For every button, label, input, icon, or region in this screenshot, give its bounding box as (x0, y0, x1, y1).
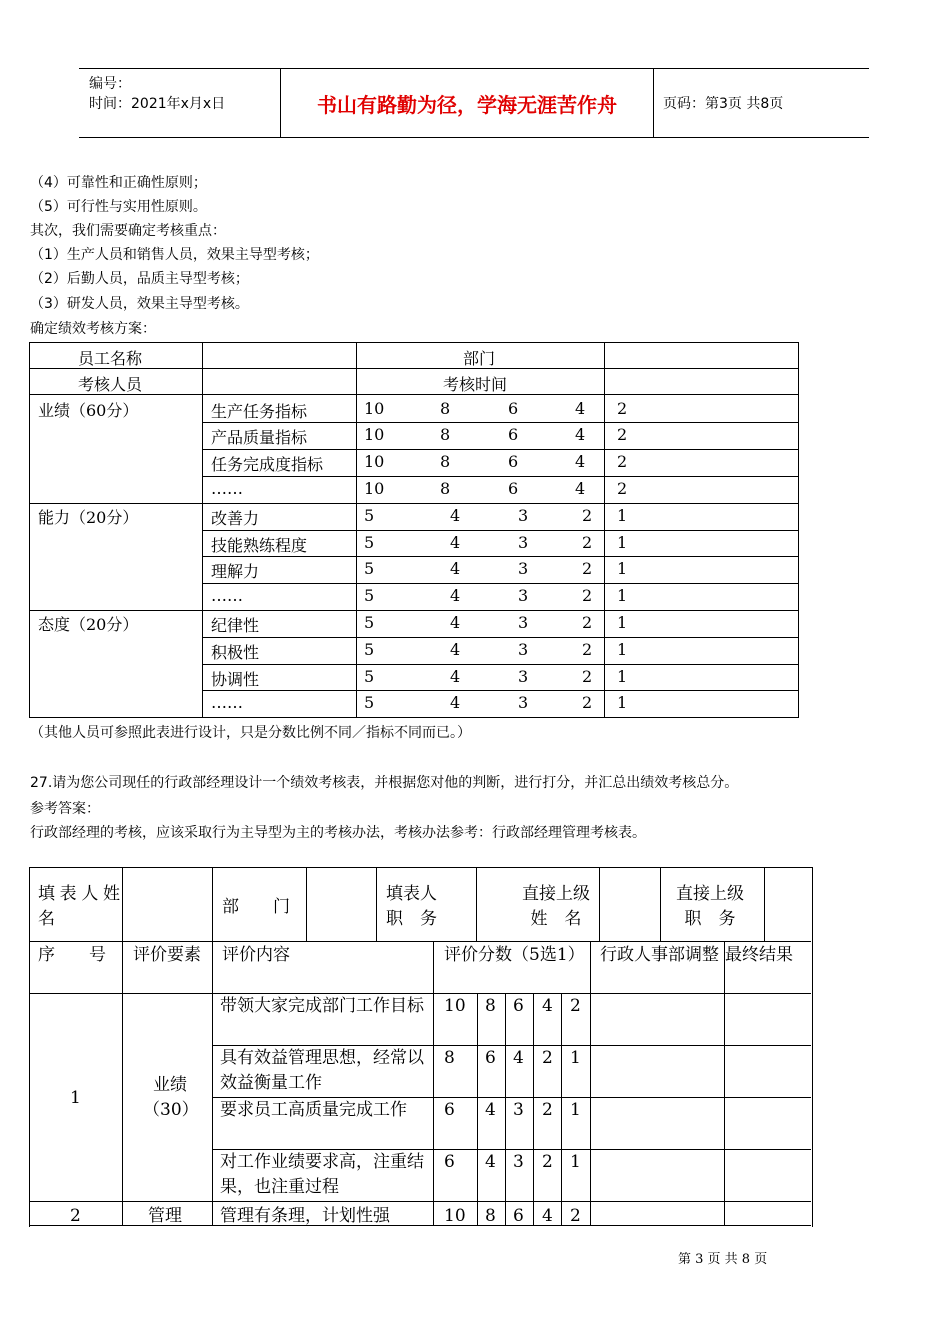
th-assessor: 考核人员 (78, 375, 143, 394)
col-divider (604, 343, 605, 717)
score-value: 10 (364, 452, 385, 472)
indicator-name: 技能熟练程度 (211, 535, 308, 555)
indicator-name: …… (211, 693, 243, 713)
score-value: 1 (617, 586, 628, 606)
score-value: 4 (450, 666, 461, 686)
col-divider (356, 343, 357, 717)
score-value: 3 (518, 693, 529, 713)
score-value: 2 (582, 639, 593, 659)
doc-number: 编号： (89, 76, 131, 92)
score-value: 1 (617, 666, 628, 686)
score-value: 4 (450, 693, 461, 713)
appraisal-content: 要求员工高质量完成工作 (220, 1100, 407, 1120)
indicator-name: …… (211, 478, 243, 498)
score-value: 4 (450, 559, 461, 579)
score-value: 2 (542, 1048, 553, 1068)
th-factor: 评价要素 (133, 945, 201, 965)
score-value: 6 (508, 398, 519, 418)
row-divider (30, 368, 798, 369)
score-value: 4 (542, 996, 553, 1016)
group-2-factor: 管理 (148, 1206, 182, 1226)
indicator-name: 积极性 (211, 642, 260, 662)
score-value: 10 (364, 398, 385, 418)
group-1-factor: 业绩（30） (143, 1075, 199, 1120)
score-value: 2 (617, 398, 628, 418)
score-value: 3 (518, 532, 529, 552)
th-sequence: 序 号 (38, 945, 106, 965)
score-value: 1 (617, 532, 628, 552)
score-value: 8 (485, 1206, 496, 1226)
row-divider (30, 394, 798, 395)
row-divider (202, 530, 798, 531)
score-value: 6 (508, 425, 519, 445)
indicator-name: 协调性 (211, 669, 260, 689)
th-filler-post: 填表人职 务 (386, 884, 437, 929)
col-divider (433, 993, 434, 1226)
score-value: 4 (450, 505, 461, 525)
text-line: （3）研发人员，效果主导型考核。 (30, 296, 249, 312)
th-assess-time: 考核时间 (443, 375, 508, 394)
score-value: 6 (513, 1206, 524, 1226)
question-text: 27.请为您公司现任的行政部经理设计一个绩效考核表，并根据您对他的判断，进行打分，并汇总出绩效考核总分。 (30, 775, 739, 791)
th-supervisor-name: 直接上级姓 名 (522, 884, 590, 929)
doc-date: 时间：2021年x月x日 (89, 96, 226, 112)
score-value: 8 (440, 452, 451, 472)
score-value: 5 (364, 612, 375, 632)
score-value: 3 (518, 666, 529, 686)
score-value: 2 (582, 693, 593, 713)
score-value: 4 (485, 1100, 496, 1120)
group-label: 业绩（60分） (38, 400, 139, 420)
th-score: 评价分数（5选1） (444, 945, 585, 965)
score-value: 3 (518, 639, 529, 659)
row-divider (202, 690, 798, 691)
indicator-name: 纪律性 (211, 615, 260, 635)
page-header (79, 68, 869, 138)
col-divider (122, 868, 123, 941)
col-divider (533, 993, 534, 1226)
text-line: （4）可靠性和正确性原则； (30, 175, 207, 191)
row-divider (30, 1201, 811, 1202)
text-line: 确定绩效考核方案： (30, 321, 156, 337)
score-value: 5 (364, 666, 375, 686)
col-divider (376, 868, 377, 941)
th-hr-adjust: 行政人事部调整 (600, 945, 719, 965)
col-divider (561, 993, 562, 1226)
appraisal-content: 带领大家完成部门工作目标 (220, 996, 424, 1016)
group-1-seq: 1 (70, 1088, 81, 1108)
col-divider (764, 868, 765, 941)
score-value: 4 (575, 425, 586, 445)
score-value: 2 (542, 1100, 553, 1120)
score-value: 6 (444, 1100, 455, 1120)
score-value: 4 (575, 478, 586, 498)
col-divider (433, 941, 434, 993)
score-value: 2 (617, 478, 628, 498)
score-value: 1 (570, 1152, 581, 1172)
row-divider (202, 422, 798, 423)
page-footer: 第 3 页 共 8 页 (678, 1252, 768, 1267)
row-divider (202, 556, 798, 557)
indicator-name: 任务完成度指标 (211, 455, 324, 475)
score-value: 3 (513, 1152, 524, 1172)
col-divider (477, 993, 478, 1226)
group-2-seq: 2 (70, 1206, 81, 1226)
answer-label: 参考答案： (30, 801, 100, 817)
col-divider (724, 941, 725, 993)
score-value: 2 (582, 586, 593, 606)
score-value: 4 (542, 1206, 553, 1226)
score-value: 2 (582, 505, 593, 525)
score-value: 10 (444, 996, 466, 1016)
score-value: 4 (450, 612, 461, 632)
th-content: 评价内容 (222, 945, 290, 965)
score-value: 4 (513, 1048, 524, 1068)
score-value: 8 (485, 996, 496, 1016)
score-value: 10 (364, 478, 385, 498)
score-value: 8 (440, 478, 451, 498)
appraisal-content: 对工作业绩要求高，注重结果，也注重过程 (220, 1152, 424, 1197)
score-value: 5 (364, 693, 375, 713)
row-divider (202, 476, 798, 477)
th-employee-name: 员工名称 (78, 349, 143, 368)
col-divider (599, 868, 600, 941)
col-divider (122, 993, 123, 1226)
score-value: 4 (450, 586, 461, 606)
score-value: 3 (518, 612, 529, 632)
score-value: 2 (542, 1152, 553, 1172)
score-value: 6 (513, 996, 524, 1016)
score-value: 1 (617, 639, 628, 659)
score-value: 6 (508, 478, 519, 498)
row-divider (30, 503, 798, 504)
group-label: 能力（20分） (38, 507, 139, 527)
score-value: 8 (444, 1048, 455, 1068)
score-value: 8 (440, 425, 451, 445)
score-value: 6 (508, 452, 519, 472)
col-divider (212, 868, 213, 941)
score-value: 2 (617, 425, 628, 445)
text-line: （2）后勤人员，品质主导型考核； (30, 271, 249, 287)
col-divider (724, 993, 725, 1226)
score-value: 5 (364, 586, 375, 606)
row-divider (202, 664, 798, 665)
score-value: 4 (575, 452, 586, 472)
score-value: 2 (570, 996, 581, 1016)
score-value: 3 (513, 1100, 524, 1120)
score-value: 4 (485, 1152, 496, 1172)
score-value: 1 (617, 505, 628, 525)
row-divider (30, 941, 811, 942)
th-filler-name: 填表人姓 名 (38, 884, 154, 929)
text-line: 其次，我们需要确定考核重点： (30, 223, 226, 239)
col-divider (202, 343, 203, 717)
col-divider (122, 941, 123, 993)
score-value: 6 (485, 1048, 496, 1068)
score-value: 1 (617, 559, 628, 579)
text-line: （5）可行性与实用性原则。 (30, 199, 207, 215)
score-value: 5 (364, 505, 375, 525)
score-value: 2 (582, 612, 593, 632)
indicator-name: 理解力 (211, 562, 260, 582)
col-divider (660, 868, 661, 941)
row-divider (202, 583, 798, 584)
header-motto: 书山有路勤为径，学海无涯苦作舟 (281, 69, 654, 137)
th-final-result: 最终结果 (725, 945, 793, 965)
col-divider (505, 993, 506, 1226)
score-value: 1 (570, 1048, 581, 1068)
indicator-name: 改善力 (211, 508, 260, 528)
th-department: 部 门 (222, 897, 290, 917)
manager-appraisal-table (29, 867, 813, 1227)
group-label: 态度（20分） (38, 614, 139, 634)
score-value: 4 (450, 532, 461, 552)
indicator-name: 产品质量指标 (211, 428, 308, 448)
table-note: （其他人员可参照此表进行设计，只是分数比例不同／指标不同而已。） (30, 725, 471, 741)
col-divider (306, 868, 307, 941)
score-value: 10 (444, 1206, 466, 1226)
header-meta (79, 69, 281, 137)
score-value: 1 (617, 612, 628, 632)
th-department: 部门 (463, 349, 496, 368)
score-value: 4 (575, 398, 586, 418)
row-divider (202, 637, 798, 638)
score-value: 10 (364, 425, 385, 445)
col-divider (590, 941, 591, 993)
score-value: 5 (364, 559, 375, 579)
th-supervisor-post: 直接上级职 务 (676, 884, 744, 929)
score-value: 4 (450, 639, 461, 659)
text-line: （1）生产人员和销售人员，效果主导型考核； (30, 247, 319, 263)
score-value: 3 (518, 559, 529, 579)
appraisal-content: 具有效益管理思想，经常以效益衡量工作 (220, 1048, 424, 1093)
header-page: 页码：第3页 共8页 (663, 96, 784, 112)
score-value: 1 (617, 693, 628, 713)
score-value: 5 (364, 639, 375, 659)
score-value: 2 (582, 666, 593, 686)
score-value: 2 (582, 532, 593, 552)
score-value: 1 (570, 1100, 581, 1120)
col-divider (590, 993, 591, 1226)
score-value: 3 (518, 505, 529, 525)
score-value: 8 (440, 398, 451, 418)
score-value: 6 (444, 1152, 455, 1172)
row-divider (202, 449, 798, 450)
indicator-name: …… (211, 586, 243, 606)
score-value: 3 (518, 586, 529, 606)
answer-text: 行政部经理的考核，应该采取行为主导型为主的考核办法，考核办法参考：行政部经理管理考核表。 (30, 825, 646, 841)
col-divider (476, 868, 477, 941)
evaluation-table (29, 342, 799, 718)
score-value: 2 (582, 559, 593, 579)
score-value: 5 (364, 532, 375, 552)
appraisal-content: 管理有条理，计划性强 (220, 1206, 390, 1226)
col-divider (212, 941, 213, 993)
indicator-name: 生产任务指标 (211, 401, 308, 421)
score-value: 2 (570, 1206, 581, 1226)
col-divider (212, 993, 213, 1226)
score-value: 2 (617, 452, 628, 472)
row-divider (30, 610, 798, 611)
